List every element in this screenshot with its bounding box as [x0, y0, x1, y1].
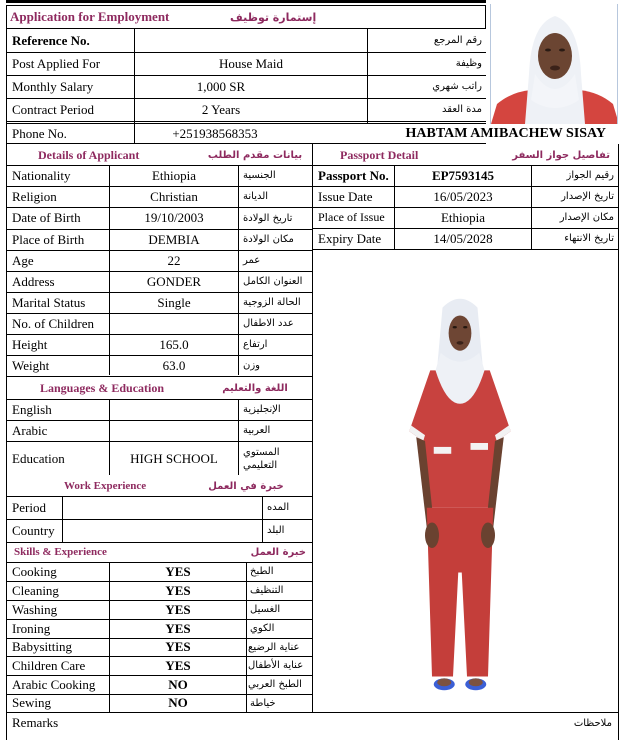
- full-body-image: [390, 288, 530, 700]
- country-label-ar: البلد: [267, 525, 285, 536]
- salary-value: 1,000 SR: [196, 78, 246, 94]
- weight-label: Weight: [12, 357, 50, 373]
- education-label: Education: [12, 450, 65, 466]
- weight-value: 63.0: [162, 357, 186, 373]
- education-value: HIGH SCHOOL: [130, 450, 218, 466]
- applicant-name: HABTAM AMIBACHEW SISAY: [405, 126, 606, 141]
- portrait-photo: [490, 4, 618, 124]
- english-label-ar: الإنجليزية: [243, 404, 281, 415]
- cooking-label: Cooking: [12, 563, 57, 579]
- age-label-ar: عمر: [243, 255, 261, 266]
- period-label: Period: [12, 499, 46, 515]
- cleaning-value: YES: [165, 582, 191, 598]
- country-value: [63, 519, 262, 542]
- babysitting-label-ar: عناية الرضيع: [248, 641, 300, 653]
- washing-label-ar: الغسيل: [250, 604, 281, 615]
- expiry-date-label: Expiry Date: [318, 230, 382, 246]
- arabic-cooking-label: Arabic Cooking: [12, 676, 96, 692]
- children-label-ar: عدد الاطفال: [243, 318, 294, 329]
- marital-value: Single: [157, 294, 191, 310]
- skills-title-ar: خبرة العمل: [250, 546, 306, 558]
- height-label-ar: ارتفاع: [243, 339, 268, 350]
- details-title-en: Details of Applicant: [38, 147, 140, 162]
- arabic-value: [110, 420, 238, 441]
- salary-label: Monthly Salary: [12, 78, 94, 94]
- babysitting-label: Babysitting: [12, 639, 72, 654]
- remarks-label-ar: ملاحظات: [573, 717, 612, 729]
- period-value: [63, 496, 262, 519]
- country-label: Country: [12, 522, 55, 538]
- address-label: Address: [12, 273, 55, 289]
- right-border: [618, 144, 619, 740]
- place-of-issue-label-ar: مكان الإصدار: [559, 212, 614, 223]
- contract-value: 2 Years: [201, 101, 241, 117]
- contract-label: Contract Period: [12, 101, 94, 117]
- sewing-value: NO: [168, 695, 188, 710]
- nationality-label: Nationality: [12, 167, 71, 183]
- weight-label-ar: وزن: [243, 360, 261, 371]
- contract-label-ar: مدة العقد: [442, 104, 482, 115]
- pob-label: Place of Birth: [12, 231, 85, 247]
- sewing-label: Sewing: [12, 695, 51, 710]
- dob-label: Date of Birth: [12, 210, 81, 225]
- phone-label: Phone No.: [12, 126, 67, 141]
- languages-title-en: Languages & Education: [40, 380, 165, 395]
- arabic-label: Arabic: [12, 422, 48, 438]
- place-of-issue-label: Place of Issue: [318, 210, 385, 224]
- washing-value: YES: [165, 601, 191, 617]
- cleaning-label: Cleaning: [12, 582, 59, 598]
- phone-value: +251938568353: [172, 126, 258, 141]
- reference-value: [135, 29, 367, 52]
- period-label-ar: المده: [267, 502, 290, 513]
- issue-date-value: 16/05/2023: [433, 188, 493, 204]
- portrait-image: [491, 4, 618, 124]
- cleaning-label-ar: التنظيف: [250, 585, 284, 596]
- ironing-label-ar: الكوي: [250, 623, 275, 634]
- cooking-value: YES: [165, 563, 191, 579]
- marital-label-ar: الحالة الزوجية: [243, 297, 301, 308]
- reference-label-ar: رقم المرجع: [433, 35, 482, 46]
- pob-value: DEMBIA: [148, 231, 200, 247]
- sewing-label-ar: خياطة: [250, 697, 276, 709]
- skills-title-en: Skills & Experience: [14, 546, 107, 558]
- children-care-label: Children Care: [12, 657, 86, 673]
- languages-title-ar: اللغة والتعليم: [222, 382, 288, 394]
- height-value: 165.0: [159, 336, 189, 352]
- expiry-date-value: 14/05/2028: [433, 230, 493, 246]
- washing-label: Washing: [12, 601, 58, 617]
- nationality-value: Ethiopia: [151, 167, 197, 183]
- passport-no-value: EP7593145: [431, 167, 495, 183]
- salary-label-ar: راتب شهري: [432, 81, 482, 92]
- address-label-ar: العنوان الكامل: [243, 276, 303, 287]
- title-ar: إستمارة توظيف: [230, 10, 317, 24]
- arabic-cooking-label-ar: الطبخ العربي: [248, 679, 302, 690]
- religion-label-ar: الديانة: [243, 191, 269, 202]
- cooking-label-ar: الطبخ: [250, 566, 274, 577]
- arabic-cooking-value: NO: [168, 676, 188, 692]
- arabic-label-ar: العربية: [243, 425, 271, 436]
- children-care-value: YES: [165, 657, 191, 673]
- full-body-photo: [390, 288, 530, 700]
- address-value: GONDER: [146, 273, 202, 289]
- english-value: [110, 399, 238, 420]
- ironing-label: Ironing: [12, 620, 51, 636]
- title-en: Application for Employment: [10, 9, 170, 24]
- nationality-label-ar: الجنسية: [243, 170, 276, 181]
- issue-date-label-ar: تاريخ الإصدار: [561, 191, 614, 202]
- dob-value: 19/10/2003: [144, 210, 204, 225]
- passport-no-label: Passport No.: [318, 167, 389, 183]
- height-label: Height: [12, 336, 48, 352]
- age-label: Age: [12, 252, 34, 268]
- post-value: House Maid: [219, 55, 283, 71]
- children-label: No. of Children: [12, 315, 94, 331]
- passport-title-en: Passport Detail: [340, 147, 419, 162]
- education-label-ar: المستوي التعليمي: [243, 446, 280, 471]
- age-value: 22: [167, 252, 181, 268]
- top-border: [6, 0, 486, 3]
- post-label-ar: وظيفة: [455, 58, 482, 69]
- pob-label-ar: مكان الولادة: [243, 234, 294, 245]
- children-care-label-ar: عناية الأطفال: [248, 660, 304, 671]
- marital-label: Marital Status: [12, 294, 86, 310]
- religion-value: Christian: [150, 188, 198, 204]
- ironing-value: YES: [165, 620, 191, 636]
- expiry-date-label-ar: تاريخ الانتهاء: [564, 233, 614, 244]
- english-label: English: [12, 401, 52, 417]
- babysitting-value: YES: [165, 639, 191, 654]
- religion-label: Religion: [12, 188, 57, 204]
- dob-label-ar: تاريخ الولادة: [243, 212, 293, 224]
- reference-label: Reference No.: [12, 32, 90, 48]
- passport-title-ar: تفاصيل جواز السفر: [512, 149, 610, 161]
- children-value: [110, 313, 238, 334]
- issue-date-label: Issue Date: [318, 188, 373, 204]
- place-of-issue-value: Ethiopia: [440, 209, 486, 225]
- work-title-ar: خبرة في العمل: [208, 480, 284, 492]
- passport-no-label-ar: رقيم الجواز: [566, 170, 614, 181]
- post-label: Post Applied For: [12, 55, 101, 71]
- work-title-en: Work Experience: [64, 480, 147, 492]
- remarks-label: Remarks: [12, 715, 59, 730]
- details-title-ar: بيانات مقدم الطلب: [207, 149, 303, 161]
